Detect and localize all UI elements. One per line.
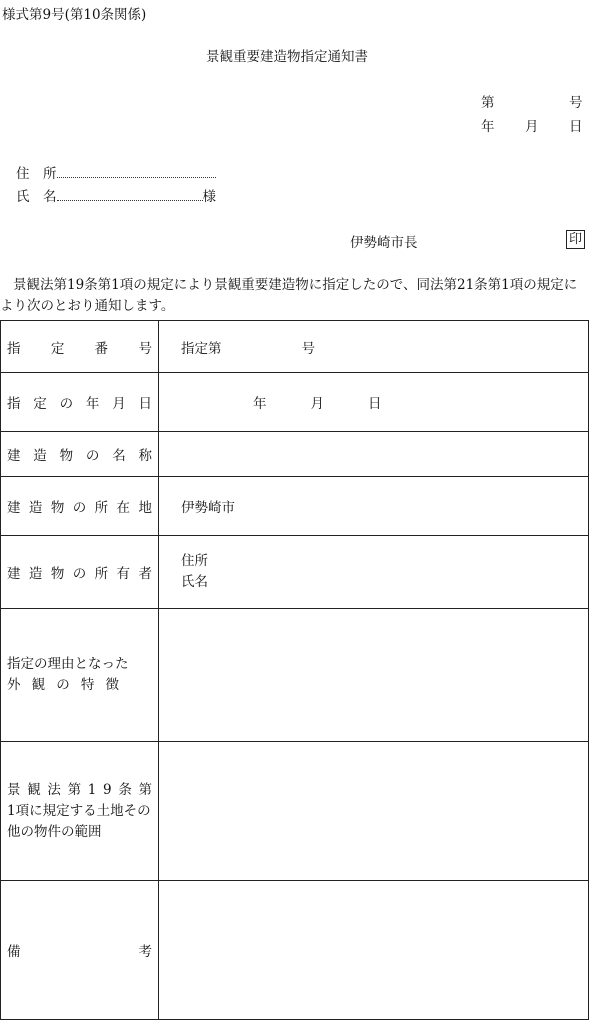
label-char: 観 — [27, 781, 41, 798]
row-building-name — [1, 432, 589, 477]
row-appearance-features — [1, 609, 589, 742]
label-char: 1 — [87, 781, 97, 798]
label-char: 地 — [138, 500, 152, 516]
label-char: の — [72, 500, 87, 516]
label-char: 建 — [7, 500, 21, 516]
label-char: 第 — [138, 781, 152, 798]
row-designation-number — [1, 321, 589, 373]
label-char: 者 — [138, 566, 152, 582]
row-designation-date — [1, 373, 589, 432]
label-char: 定 — [33, 396, 47, 412]
label-char: 有 — [116, 566, 131, 582]
label-land-scope-line1 — [7, 780, 152, 801]
seal-mark: 印 — [566, 230, 585, 249]
label-remarks — [1, 881, 159, 1020]
date-year: 年 — [253, 396, 267, 412]
row-building-location — [1, 477, 589, 536]
label-building-owner-text — [7, 562, 152, 582]
label-char: 景 — [7, 781, 21, 798]
label-char: 在 — [116, 500, 131, 516]
label-char: の — [85, 448, 100, 464]
label-char: の — [72, 566, 87, 582]
label-char: 定 — [50, 340, 65, 357]
label-char: 指 — [7, 396, 21, 412]
issuer-name: 伊勢崎市長 — [350, 235, 418, 251]
label-char: 徴 — [105, 677, 119, 693]
recipient-name-row — [16, 185, 216, 205]
recipient-name-line[interactable] — [57, 188, 203, 201]
recipient-address-label: 住 所 — [16, 166, 57, 182]
label-remarks-char1: 備 — [7, 944, 21, 960]
doc-number-suffix: 号 — [569, 95, 583, 111]
value-appearance-features[interactable] — [159, 609, 589, 742]
label-char: 番 — [94, 340, 109, 357]
label-char: 物 — [59, 448, 74, 464]
label-char: 建 — [7, 448, 21, 464]
label-appearance-features — [1, 609, 159, 742]
label-remarks-char2: 考 — [138, 944, 152, 960]
label-designation-date-text — [7, 392, 152, 412]
label-char: 造 — [28, 500, 43, 516]
form-number: 様式第9号(第10条関係) — [2, 7, 147, 23]
location-city: 伊勢崎市 — [181, 500, 235, 516]
row-remarks — [1, 881, 589, 1020]
label-char: 年 — [85, 396, 100, 412]
value-building-owner[interactable] — [159, 536, 589, 609]
label-land-scope — [1, 742, 159, 881]
label-char: 物 — [50, 566, 65, 582]
label-appearance-line1: 指定の理由となった — [7, 656, 129, 672]
label-char: 所 — [94, 500, 109, 516]
owner-address-label: 住所 — [181, 553, 208, 569]
row-building-owner — [1, 536, 589, 609]
value-building-name[interactable] — [159, 432, 589, 477]
label-building-location — [1, 477, 159, 536]
label-char: 建 — [7, 566, 21, 582]
row-land-scope — [1, 742, 589, 881]
doc-date-day: 日 — [569, 119, 583, 135]
label-char: 指 — [7, 340, 21, 357]
value-building-location[interactable] — [159, 477, 589, 536]
notice-body: 景観法第19条第1項の規定により景観重要建造物に指定したので、同法第21条第1項の規定により次のとおり通知します。 — [0, 277, 578, 314]
label-building-owner — [1, 536, 159, 609]
label-building-name — [1, 432, 159, 477]
label-char: 物 — [50, 500, 65, 516]
recipient-address-row — [16, 162, 216, 182]
label-char: 所 — [94, 566, 109, 582]
label-char: の — [56, 677, 70, 693]
doc-number-prefix: 第 — [481, 95, 495, 111]
label-char: 月 — [112, 396, 126, 412]
label-char: 条 — [118, 781, 132, 798]
label-char: 名 — [112, 448, 126, 464]
label-char: 第 — [67, 781, 82, 798]
label-building-name-text — [7, 444, 152, 464]
label-char: 造 — [33, 448, 47, 464]
value-designation-number[interactable] — [159, 321, 589, 373]
value-land-scope[interactable] — [159, 742, 589, 881]
owner-name-label: 氏名 — [181, 574, 208, 590]
label-char: 称 — [138, 448, 152, 464]
value-remarks[interactable] — [159, 881, 589, 1020]
document-title: 景観重要建造物指定通知書 — [206, 49, 368, 65]
designation-prefix: 指定第 — [181, 340, 222, 357]
label-char: の — [59, 396, 74, 412]
label-char: 特 — [80, 677, 95, 693]
date-day: 日 — [368, 396, 382, 412]
doc-date-year: 年 — [481, 119, 495, 135]
label-remarks-text — [7, 940, 152, 960]
recipient-honorific: 様 — [202, 189, 216, 205]
label-building-location-text — [7, 496, 152, 516]
label-char: 造 — [28, 566, 43, 582]
recipient-name-label: 氏 名 — [16, 189, 57, 205]
date-month: 月 — [310, 396, 324, 412]
label-char: 外 — [7, 677, 21, 693]
value-designation-date[interactable] — [159, 373, 589, 432]
label-designation-number — [1, 321, 159, 373]
doc-date-month: 月 — [525, 119, 539, 135]
label-char: 観 — [31, 677, 46, 693]
designation-table — [0, 320, 589, 1020]
label-designation-number-text — [7, 337, 152, 357]
label-land-scope-line2: 1項に規定する土地その他の物件の範囲 — [7, 802, 151, 840]
label-char: 号 — [138, 340, 152, 357]
label-appearance-line2 — [7, 675, 119, 696]
label-char: 日 — [138, 396, 152, 412]
designation-suffix: 号 — [301, 340, 315, 357]
label-designation-date — [1, 373, 159, 432]
label-char: 法 — [47, 781, 61, 798]
label-char: 9 — [103, 781, 112, 798]
recipient-address-line[interactable] — [57, 165, 216, 178]
